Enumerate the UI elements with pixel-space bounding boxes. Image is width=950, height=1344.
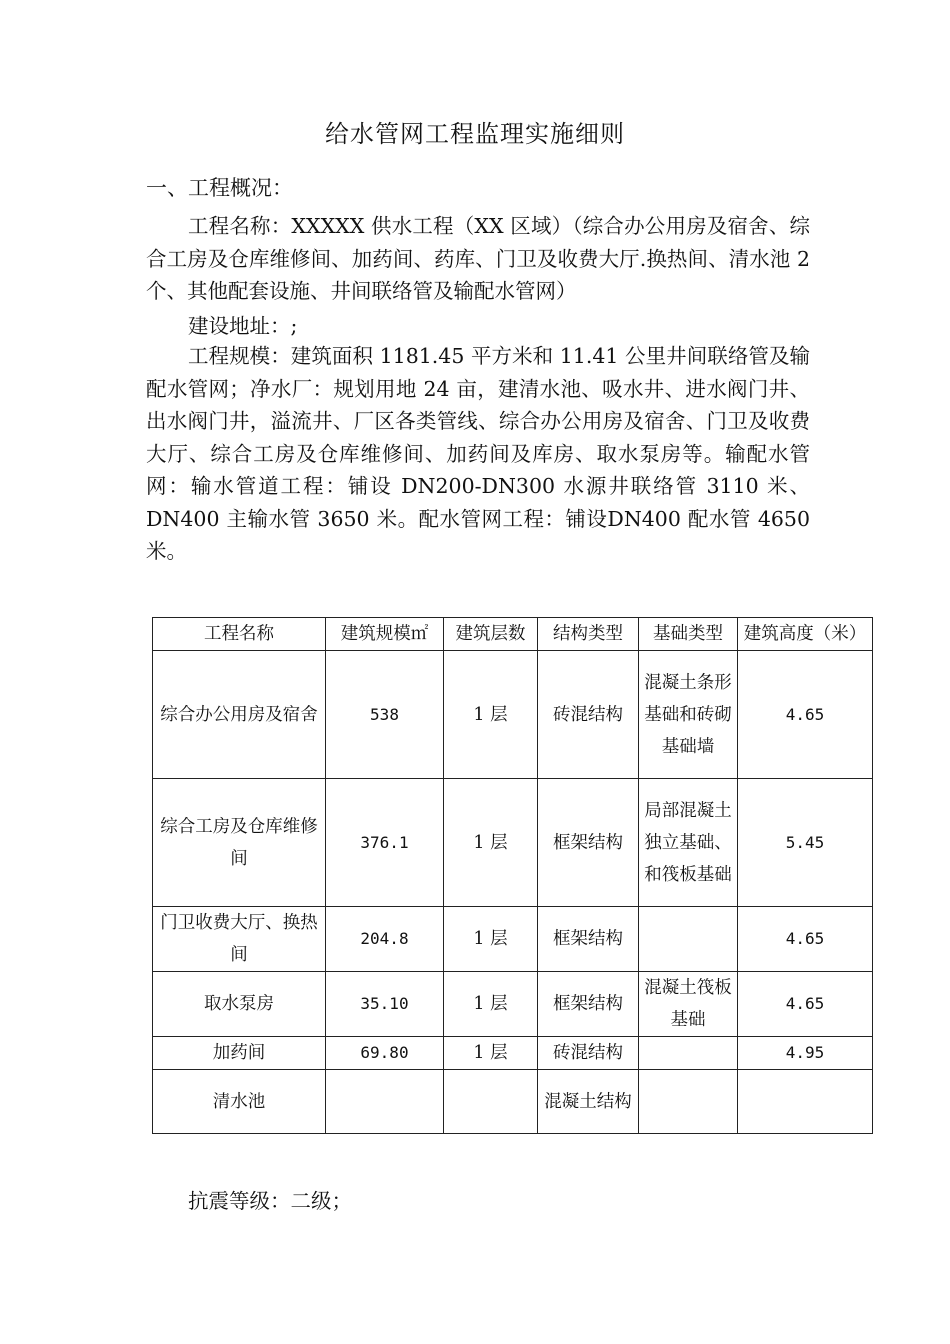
table-cell xyxy=(444,1070,538,1134)
table-cell: 1 层 xyxy=(444,1037,538,1070)
seismic-grade-text: 抗震等级：二级； xyxy=(188,1189,352,1213)
table-cell xyxy=(738,1070,873,1134)
header-cell: 建筑规模㎡ xyxy=(326,618,444,651)
table-cell: 538 xyxy=(326,651,444,779)
table-cell: 砖混结构 xyxy=(538,1037,639,1070)
table-cell: 4.65 xyxy=(738,907,873,972)
table-cell: 376.1 xyxy=(326,779,444,907)
project-table xyxy=(152,617,873,1134)
table-cell: 局部混凝土独立基础、和筏板基础 xyxy=(639,779,738,907)
table-cell: 门卫收费大厅、换热间 xyxy=(153,907,326,972)
table-cell: 综合工房及仓库维修间 xyxy=(153,779,326,907)
table-cell: 204.8 xyxy=(326,907,444,972)
table-cell: 加药间 xyxy=(153,1037,326,1070)
table-row xyxy=(153,972,873,1037)
table-cell: 69.80 xyxy=(326,1037,444,1070)
table-cell: 5.45 xyxy=(738,779,873,907)
table-cell xyxy=(326,1070,444,1134)
table-header-row xyxy=(153,618,873,651)
project-name-paragraph: 工程名称：XXXXX 供水工程（XX 区域）（综合办公用房及宿舍、综合工房及仓库维修间、加药间、药库、门卫及收费大厅.换热间、清水池 2 个、其他配套设施、井间联络管及输配水管网） xyxy=(146,214,810,303)
table-cell xyxy=(639,1070,738,1134)
table-row xyxy=(153,651,873,779)
site-address-paragraph: 建设地址：; xyxy=(188,314,298,338)
table-cell: 35.10 xyxy=(326,972,444,1037)
table-cell: 1 层 xyxy=(444,907,538,972)
table-cell: 混凝土条形基础和砖砌基础墙 xyxy=(639,651,738,779)
table-cell: 4.65 xyxy=(738,972,873,1037)
table-cell: 框架结构 xyxy=(538,907,639,972)
header-cell: 基础类型 xyxy=(639,618,738,651)
table-cell: 混凝土结构 xyxy=(538,1070,639,1134)
header-cell: 结构类型 xyxy=(538,618,639,651)
table-row xyxy=(153,779,873,907)
table-row xyxy=(153,1070,873,1134)
header-cell: 建筑层数 xyxy=(444,618,538,651)
table-cell: 框架结构 xyxy=(538,779,639,907)
table-cell xyxy=(639,1037,738,1070)
header-cell: 建筑高度（米） xyxy=(738,618,873,651)
table-cell: 4.95 xyxy=(738,1037,873,1070)
section-heading: 一、工程概况： xyxy=(146,176,293,200)
table-cell: 砖混结构 xyxy=(538,651,639,779)
table-cell: 框架结构 xyxy=(538,972,639,1037)
table-cell: 4.65 xyxy=(738,651,873,779)
table-row xyxy=(153,907,873,972)
table-cell xyxy=(639,907,738,972)
header-cell: 工程名称 xyxy=(153,618,326,651)
document-title: 给水管网工程监理实施细则 xyxy=(325,120,625,148)
project-scale-paragraph: 工程规模：建筑面积 1181.45 平方米和 11.41 公里井间联络管及输配水管网；净水厂：规划用地 24 亩，建清水池、吸水井、进水阀门井、出水阀门井，溢流井、厂区各类管线、综合办公用房及宿舍、门卫及收费大厅、综合工房及仓库维修间、加药间及库房、取水泵房等。输配水管网：输水管道工程：铺设 DN200-DN300 水源井联络管 3110 米、DN400 主输水管 3650 米。配水管网工程：铺设DN400 配水管 4650 米。 xyxy=(146,344,810,563)
table-row xyxy=(153,1037,873,1070)
table-cell: 综合办公用房及宿舍 xyxy=(153,651,326,779)
table-cell: 取水泵房 xyxy=(153,972,326,1037)
table-cell: 1 层 xyxy=(444,972,538,1037)
table-cell: 清水池 xyxy=(153,1070,326,1134)
table-cell: 1 层 xyxy=(444,779,538,907)
table-cell: 1 层 xyxy=(444,651,538,779)
table-cell: 混凝土筏板基础 xyxy=(639,972,738,1037)
